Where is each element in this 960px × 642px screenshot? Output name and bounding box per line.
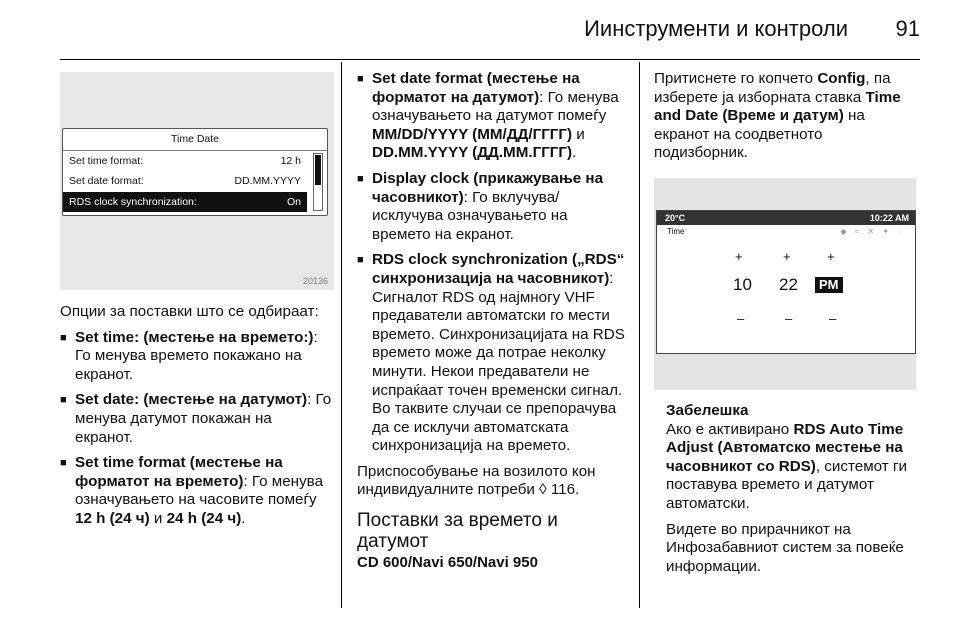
section-subtitle: CD 600/Navi 650/Navi 950	[357, 554, 538, 572]
hour-plus-icon: +	[735, 249, 743, 264]
bullet-text: : Го менува означувањето на датумот помеѓу	[372, 88, 619, 125]
menu-row-value: DD.MM.YYYY	[234, 175, 301, 187]
bullet-set-date	[60, 391, 332, 447]
menu-item-label: Time and Date (Време и датум)	[654, 88, 901, 125]
intro-text: Опции за поставки што се одбираат:	[60, 303, 319, 320]
customization-text	[357, 463, 629, 500]
temperature-readout: 20°C	[665, 213, 686, 223]
bullet-title: Set time format (местење на форматот на времето)	[75, 454, 283, 490]
menu-row-value: 12 h	[280, 155, 301, 167]
bullet-text: : Го менува датумот покажан на екранот.	[75, 391, 332, 446]
bullet-set-date-format	[357, 70, 629, 163]
bullet-rds-sync	[357, 251, 629, 456]
paragraph-text: , системот ги поставува времето и датумот автоматски.	[666, 457, 907, 512]
bullet-title: Set date: (местење на датумот)	[75, 391, 308, 409]
page-number: 91	[895, 16, 920, 41]
ampm-minus-icon: –	[829, 311, 837, 326]
punctuation: .	[572, 144, 577, 162]
note-reference-text: Видете во прирачникот на Инфозабавниот систем за повеќе информации.	[666, 520, 904, 575]
section-title: Поставки за времето и датумот	[357, 510, 558, 553]
ampm-value: PM	[815, 277, 843, 293]
column-2	[357, 70, 629, 573]
menu-row-label: Set date format:	[69, 175, 144, 187]
ampm-plus-icon: +	[827, 249, 835, 264]
config-button-label: Config	[817, 70, 866, 87]
bullet-title: Display clock (прикажување на часовникот)	[372, 169, 604, 206]
minute-value: 22	[779, 275, 798, 294]
column-divider	[639, 62, 640, 608]
time-date-screenshot	[60, 72, 334, 290]
figure-code: 20136	[302, 276, 328, 286]
conjunction: и	[149, 509, 167, 527]
note-block	[666, 402, 916, 583]
paragraph-text: Притиснете го копчето	[654, 70, 818, 87]
format-value: 12 h (24 ч)	[75, 509, 150, 527]
time-screen	[656, 210, 916, 354]
page-header	[0, 0, 960, 60]
hour-value: 10	[733, 275, 752, 294]
column-3	[654, 70, 916, 170]
format-value: 24 h (24 ч)	[166, 509, 242, 527]
menu-scrollbar	[313, 153, 323, 211]
clock-readout: 10:22 AM	[869, 213, 909, 223]
page-reference: 116.	[546, 481, 580, 499]
reference-arrow-icon: ◊	[539, 481, 547, 499]
header-rule	[60, 59, 920, 60]
note-title: Забелешка	[666, 402, 749, 419]
punctuation: .	[241, 509, 246, 527]
format-value: MM/DD/YYYY (ММ/ДД/ГГГГ)	[372, 125, 573, 143]
time-settings-screenshot	[654, 178, 916, 390]
paragraph-text: Ако е активирано	[666, 420, 794, 438]
bullet-text: : Го менува времето покажано на екранот.	[75, 328, 318, 383]
hour-minus-icon: –	[737, 311, 745, 326]
bullet-title: Set time: (местење на времето:)	[75, 328, 314, 346]
header-title: Иинструменти и контроли	[584, 16, 848, 41]
menu-row-rds-sync	[63, 192, 307, 212]
bullet-title: Set date format (местење на форматот на датумот)	[372, 70, 580, 106]
minute-plus-icon: +	[783, 249, 791, 264]
bullet-set-time-format	[60, 454, 332, 528]
paragraph-text: Приспособување на возилото кон индивидуалните потреби	[357, 462, 596, 499]
column-divider	[341, 62, 342, 608]
menu-title: Time Date	[63, 129, 327, 151]
paragraph-text: , па изберете ја изборната ставка	[654, 70, 891, 106]
menu-row-label: Set time format:	[69, 155, 144, 167]
menu-row-value: On	[286, 196, 301, 208]
format-value: DD.MM.YYYY (ДД.ММ.ГГГГ)	[372, 144, 573, 162]
column-1	[60, 303, 332, 536]
menu-row-time-format	[63, 151, 307, 171]
menu-row-label: RDS clock synchronization:	[69, 196, 197, 208]
rds-setting-label: RDS Auto Time Adjust (Автоматско местење на часовникот со RDS)	[666, 420, 904, 475]
time-date-menu	[62, 128, 328, 216]
bullet-text: : Го вклучува/ исклучува означувањето на времето на екранот.	[372, 188, 568, 243]
bullet-text: : Го менува означувањето на часовите помеѓу	[75, 472, 324, 509]
status-icons: ◆ ≈ ✕ ✦ ◌	[840, 227, 905, 236]
conjunction: и	[572, 125, 585, 143]
status-bar	[657, 211, 915, 225]
config-instructions	[654, 70, 916, 163]
scrollbar-thumb	[315, 155, 321, 185]
screen-label: Time	[667, 227, 685, 236]
paragraph-text: на екранот на соодветното подизборник.	[654, 107, 865, 162]
minute-minus-icon: –	[785, 311, 793, 326]
note-text	[666, 421, 916, 514]
bullet-set-time	[60, 329, 332, 385]
bullet-text: : Сигналот RDS од најмногу VHF предаватели автоматски го мести времето. Синхронизацијата на RDS времето може да потрае неколку минути. Некои предаватели не испраќаат точен временски сигнал. Во таквите случаи се препорачува да се исклучи автоматската синхронизација на времето.	[372, 269, 625, 455]
bullet-display-clock	[357, 170, 629, 244]
menu-row-date-format	[63, 171, 307, 191]
bullet-title: RDS clock synchronization („RDS“ синхронизација на часовникот)	[372, 251, 625, 287]
